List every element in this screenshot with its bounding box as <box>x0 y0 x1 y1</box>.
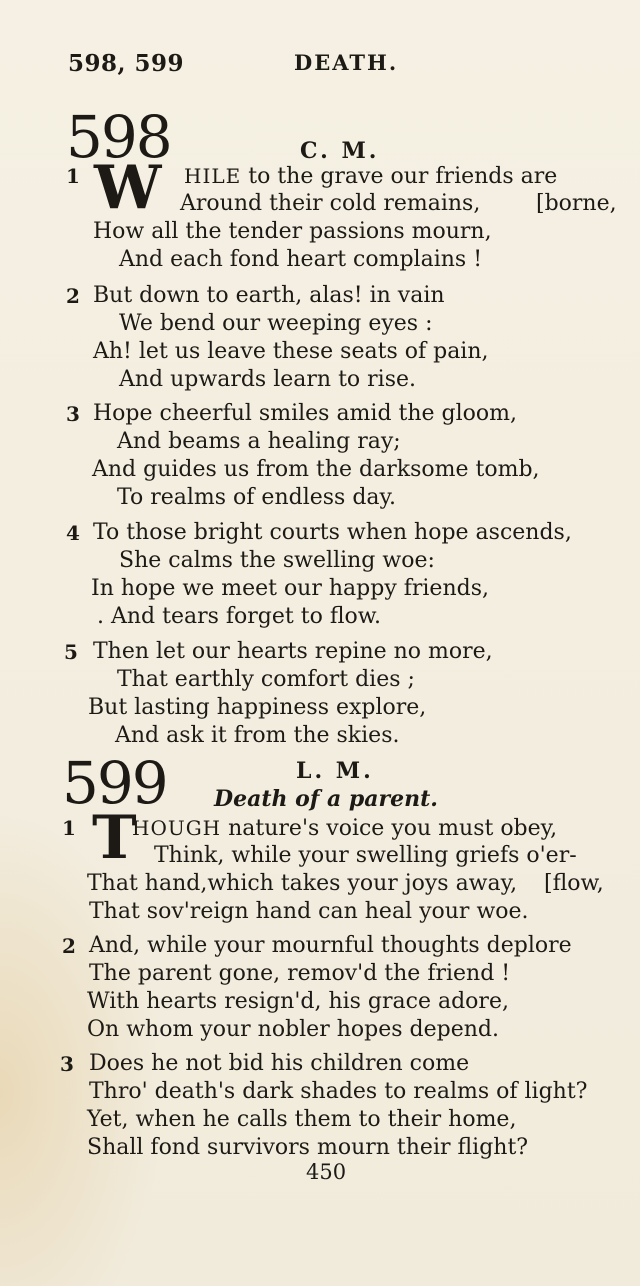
verse-line: That hand,which takes your joys away, <box>87 871 518 896</box>
drop-cap: W <box>94 153 162 223</box>
verse-line: And, while your mournful thoughts deplore <box>89 933 572 958</box>
verse-number: 2 <box>66 284 80 308</box>
hymn-598-meter: C. M. <box>300 138 380 164</box>
verse-line: But lasting happiness explore, <box>88 695 427 720</box>
verse-line: HOUGH nature's voice you must obey, <box>132 816 558 841</box>
verse-line: And upwards learn to rise. <box>119 367 416 392</box>
turnover-word: [borne, <box>536 191 617 216</box>
verse-line: The parent gone, remov'd the friend ! <box>89 961 511 986</box>
verse-line: Hope cheerful smiles amid the gloom, <box>93 401 518 426</box>
verse-line: That sov'reign hand can heal your woe. <box>89 899 529 924</box>
hymn-598-number: 598 <box>66 103 171 171</box>
verse-line: Shall fond survivors mourn their flight? <box>87 1135 529 1160</box>
verse-line: Thro' death's dark shades to realms of light? <box>89 1079 588 1104</box>
verse-line: And beams a healing ray; <box>117 429 401 454</box>
verse-line: And each fond heart complains ! <box>119 247 483 272</box>
verse-line: Yet, when he calls them to their home, <box>87 1107 517 1132</box>
verse-line: In hope we meet our happy friends, <box>91 576 489 601</box>
verse-number: 1 <box>66 164 80 188</box>
drop-cap: T <box>92 803 137 873</box>
verse-line: Ah! let us leave these seats of pain, <box>93 339 489 364</box>
verse-line: How all the tender passions mourn, <box>93 219 492 244</box>
hymn-599-subtitle: Death of a parent. <box>214 786 438 812</box>
verse-line: She calms the swelling woe: <box>119 548 435 573</box>
verse-line: On whom your nobler hopes depend. <box>87 1017 499 1042</box>
verse-line: And guides us from the darksome tomb, <box>92 457 540 482</box>
verse-line: Does he not bid his children come <box>89 1051 470 1076</box>
verse-line: Then let our hearts repine no more, <box>93 639 493 664</box>
header-title: DEATH. <box>294 50 399 75</box>
header-hymn-numbers: 598, 599 <box>68 50 185 77</box>
hymn-599-meter: L. M. <box>296 758 374 784</box>
verse-line: To those bright courts when hope ascends, <box>93 520 572 545</box>
verse-line: But down to earth, alas! in vain <box>93 283 445 308</box>
hymn-599-number: 599 <box>62 749 167 817</box>
verse-number: 5 <box>64 640 78 664</box>
verse-line: Think, while your swelling griefs o'er- <box>154 843 577 868</box>
turnover-word: [flow, <box>544 871 604 896</box>
verse-number: 4 <box>66 521 80 545</box>
verse-line: We bend our weeping eyes : <box>119 311 433 336</box>
verse-line: With hearts resign'd, his grace adore, <box>87 989 509 1014</box>
verse-line: That earthly comfort dies ; <box>117 667 415 692</box>
verse-line: . And tears forget to flow. <box>97 604 381 629</box>
verse-line: Around their cold remains, <box>180 191 481 216</box>
verse-number: 2 <box>62 934 76 958</box>
verse-line: HILE to the grave our friends are <box>184 164 558 189</box>
verse-number: 3 <box>66 402 80 426</box>
verse-line: To realms of endless day. <box>117 485 397 510</box>
page-number: 450 <box>306 1160 347 1184</box>
running-header <box>68 50 608 84</box>
verse-line: And ask it from the skies. <box>115 723 400 748</box>
verse-number: 3 <box>60 1052 74 1076</box>
verse-number: 1 <box>62 816 76 840</box>
